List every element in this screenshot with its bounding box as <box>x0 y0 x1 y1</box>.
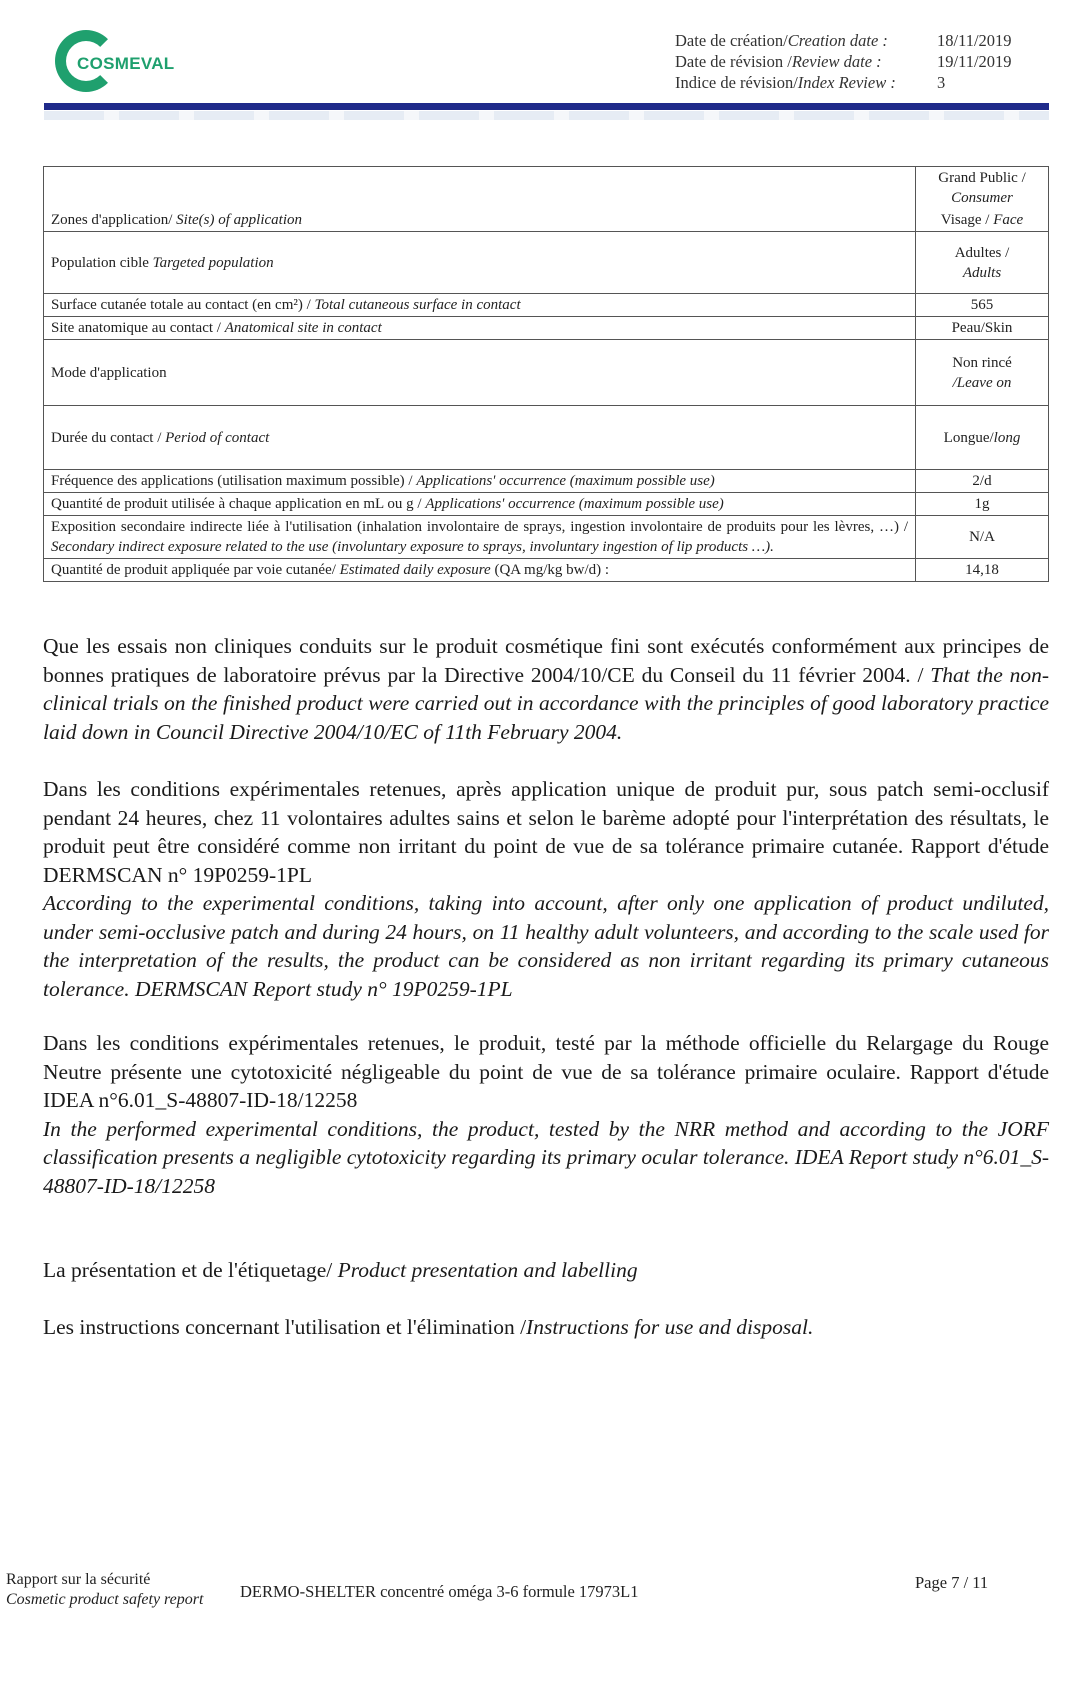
header-band <box>44 111 1049 120</box>
meta-creation-date: Date de création/Creation date : 18/11/2019 <box>675 31 1012 50</box>
table-row: Zones d'application/ Site(s) of application Visage / Face <box>44 209 1049 232</box>
table-row: Population cible Targeted population Adultes / Adults <box>44 232 1049 294</box>
table-row: Exposition secondaire indirecte liée à l'utilisation (inhalation involontaire de sprays, ingestion involontaire de produits pour les lèvres, …) / Secondary indirect exposure related to the use (involuntary exposure to sprays, involuntary ingestion of lip products …). N/A <box>44 516 1049 559</box>
logo-text: COSMEVAL <box>77 54 175 73</box>
paragraph-cutaneous-tolerance: Dans les conditions expérimentales retenues, après application unique de produit pur, sous patch semi-occlusif pendant 24 heures, chez 11 volontaires adultes sains et selon le barème adopté pour l'interprétation des résultats, le produit peut être considéré comme non irritant du point de vue de sa tolérance primaire cutanée. Rapport d'étude DERMSCAN n° 19P0259-1PL According to the experimental conditions, taking into account, after only one application of product undiluted, under semi-occlusive patch and during 24 hours, on 11 healthy adult volunteers, and according to the scale used for the interpretation of the results, the product can be considered as non irritant regarding its primary cutaneous tolerance. DERMSCAN Report study n° 19P0259-1PL <box>43 777 1049 1001</box>
document-meta <box>675 30 1012 93</box>
table-row: Quantité de produit appliquée par voie cutanée/ Estimated daily exposure (QA mg/kg bw/d) : 14,18 <box>44 559 1049 582</box>
paragraph-presentation: La présentation et de l'étiquetage/ Product presentation and labelling <box>43 1258 638 1282</box>
cosmeval-logo <box>55 30 235 100</box>
paragraph-ocular-tolerance: Dans les conditions expérimentales retenues, le produit, testé par la méthode officielle du Relargage du Rouge Neutre présente une cytotoxicité négligeable du point de vue de sa tolérance primaire oculaire. Rapport d'étude IDEA n°6.01_S-48807-ID-18/12258 In the performed experimental conditions, the product, tested by the NRR method and according to the JORF classification presents a negligible cytotoxicity regarding its primary ocular tolerance. IDEA Report study n°6.01_S-48807-ID-18/12258 <box>43 1031 1049 1198</box>
creation-date-value: 18/11/2019 <box>937 31 1012 50</box>
meta-index-review: Indice de révision/Index Review : 3 <box>675 73 946 92</box>
meta-review-date: Date de révision /Review date : 19/11/2019 <box>675 52 1012 71</box>
footer-product-name: DERMO-SHELTER concentré oméga 3-6 formule 17973L1 <box>240 1582 639 1601</box>
paragraph-instructions: Les instructions concernant l'utilisation et l'élimination /Instructions for use and disposal. <box>43 1315 814 1339</box>
table-row: Site anatomique au contact / Anatomical site in contact Peau/Skin <box>44 317 1049 340</box>
table-row: Quantité de produit utilisée à chaque application en mL ou g / Applications' occurrence (maximum possible use) 1g <box>44 493 1049 516</box>
header-rule <box>44 103 1049 110</box>
review-date-value: 19/11/2019 <box>937 52 1012 71</box>
table-row: Fréquence des applications (utilisation maximum possible) / Applications' occurrence (maximum possible use) 2/d <box>44 470 1049 493</box>
table-row: Grand Public / Consumer <box>44 167 1049 210</box>
paragraph-glp: Que les essais non cliniques conduits sur le produit cosmétique fini sont exécutés conformément aux principes de bonnes pratiques de laboratoire prévus par la Directive 2004/10/CE du Conseil du 11 février 2004. / That the non-clinical trials on the finished product were carried out in accordance with the principles of good laboratory practice laid down in Council Directive 2004/10/EC of 11th February 2004. <box>43 634 1050 744</box>
table-row: Durée du contact / Period of contact Longue/long <box>44 406 1049 470</box>
table-row: Surface cutanée totale au contact (en cm²) / Total cutaneous surface in contact 565 <box>44 294 1049 317</box>
table-row: Mode d'application Non rincé /Leave on <box>44 340 1049 406</box>
exposure-parameters-table <box>43 166 1049 582</box>
footer-report-title: Rapport sur la sécurité Cosmetic product safety report <box>6 1571 204 1608</box>
footer-page-number: Page 7 / 11 <box>915 1573 989 1592</box>
index-review-value: 3 <box>937 73 946 92</box>
